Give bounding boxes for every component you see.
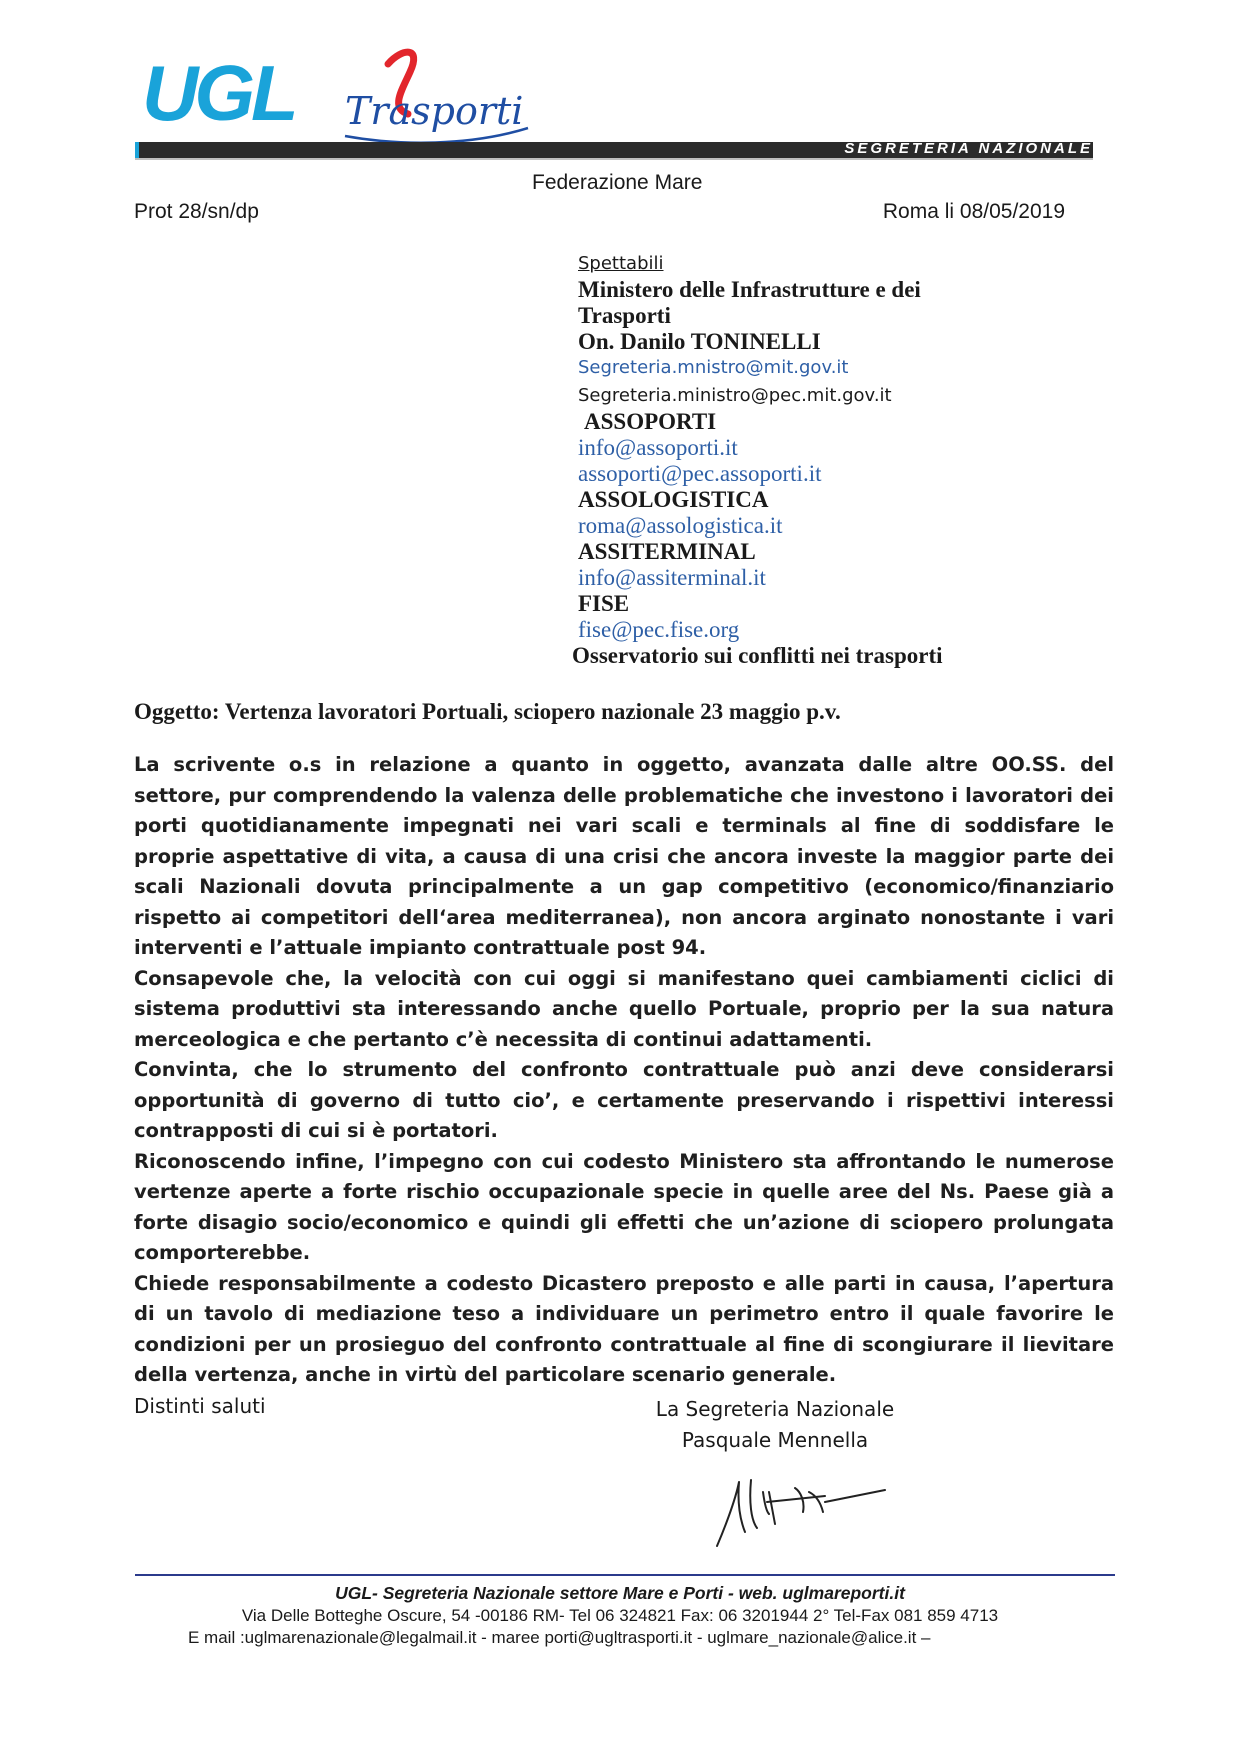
banner-accent xyxy=(135,142,139,158)
ministry-pec-email: Segreteria.ministro@pec.mit.gov.it xyxy=(578,385,892,406)
logo-ugl-letters: UGL xyxy=(142,49,295,137)
footer-emails: E mail :uglmarenazionale@legalmail.it - maree porti@ugltrasporti.it - uglmare_nazionale@alice.it – xyxy=(188,1628,931,1647)
ugl-trasporti-logo xyxy=(140,42,540,152)
assologistica-name: ASSOLOGISTICA xyxy=(578,487,769,512)
letter-date: Roma li 08/05/2019 xyxy=(882,200,1065,223)
addressee-block xyxy=(572,251,1138,669)
signatory-role: La Segreteria Nazionale xyxy=(655,1397,895,1421)
body-paragraph-3: Convinta, che lo strumento del confronto contrattuale può anzi deve considerarsi opportunità di governo di tutto cio’, e certamente preservando i rispettivi interessi contrapposti di cui si è portatori. xyxy=(134,1058,1114,1142)
assoporti-name: ASSOPORTI xyxy=(584,409,717,434)
greeting: Spettabili xyxy=(578,253,664,274)
protocol-number: Prot 28/sn/dp xyxy=(134,200,259,223)
letter-body xyxy=(134,750,1114,1391)
ministry-name-line2: Trasporti xyxy=(578,303,671,328)
handwritten-signature xyxy=(705,1462,895,1552)
logo-trasporti-text: Trasporti xyxy=(345,89,524,133)
minister-name: On. Danilo TONINELLI xyxy=(578,329,821,354)
footer-address: Via Delle Botteghe Oscure, 54 -00186 RM- Tel 06 324821 Fax: 06 3201944 2° Tel-Fax 081 859 4713 xyxy=(241,1606,999,1625)
signatory-block xyxy=(640,1394,910,1456)
footer-organization: UGL- Segreteria Nazionale settore Mare e Porti - web. uglmareporti.it xyxy=(335,1583,905,1603)
assoporti-pec-email[interactable]: assoporti@pec.assoporti.it xyxy=(578,461,822,486)
signatory-name: Pasquale Mennella xyxy=(681,1428,869,1452)
fise-email[interactable]: fise@pec.fise.org xyxy=(578,617,740,642)
banner-text: SEGRETERIA NAZIONALE xyxy=(844,140,1093,157)
body-paragraph-4: Riconoscendo infine, l’impegno con cui codesto Ministero sta affrontando le numerose vertenze aperte a forte rischio occupazionale specie in quelle aree del Ns. Paese già a forte disagio socio/economico e quindi gli effetti che un’azione di sciopero prolungata comporterebbe. xyxy=(134,1149,1114,1264)
assologistica-email[interactable]: roma@assologistica.it xyxy=(578,513,783,538)
footer-divider xyxy=(135,1574,1115,1576)
osservatorio-name: Osservatorio sui conflitti nei trasporti xyxy=(572,643,943,668)
ministry-email[interactable]: Segreteria.mnistro@mit.gov.it xyxy=(578,357,849,378)
ministry-name-line1: Ministero delle Infrastrutture e dei xyxy=(578,277,921,302)
assiterminal-name: ASSITERMINAL xyxy=(578,539,756,564)
body-paragraph-1: La scrivente o.s in relazione a quanto in oggetto, avanzata dalle altre OO.SS. del settore, pur comprendendo la valenza delle problematiche che investono i lavoratori dei porti quotidianamente impegnati nei vari scali e terminals al fine di soddisfare le proprie aspettative di vita, a causa di una crisi che ancora investe la maggior parte dei scali Nazionali dovuta principalmente a un gap competitivo (economico/finanziario rispetto ai competitori dell‘area mediterranea), non ancora arginato nonostante i vari interventi e l’attuale impianto contrattuale post 94. xyxy=(134,753,1114,959)
closing-salutation: Distinti saluti xyxy=(134,1394,266,1418)
federazione-label: Federazione Mare xyxy=(532,171,703,194)
fise-name: FISE xyxy=(578,591,630,616)
body-paragraph-2: Consapevole che, la velocità con cui oggi si manifestano quei cambiamenti ciclici di sistema produttivi sta interessando anche quello Portuale, proprio per la sua natura merceologica e che pertanto c’è necessita di continui adattamenti. xyxy=(134,966,1114,1051)
body-paragraph-5: Chiede responsabilmente a codesto Dicastero preposto e alle parti in causa, l’apertura di un tavolo di mediazione teso a individuare un perimetro entro il quale favorire le condizioni per un prosieguo del confronto contrattuale al fine di scongiurare il lievitare della vertenza, anche in virtù del particolare scenario generale. xyxy=(134,1271,1114,1386)
letter-subject: Oggetto: Vertenza lavoratori Portuali, sciopero nazionale 23 maggio p.v. xyxy=(134,699,841,724)
assiterminal-email[interactable]: info@assiterminal.it xyxy=(578,565,766,590)
assoporti-email[interactable]: info@assoporti.it xyxy=(578,435,738,460)
